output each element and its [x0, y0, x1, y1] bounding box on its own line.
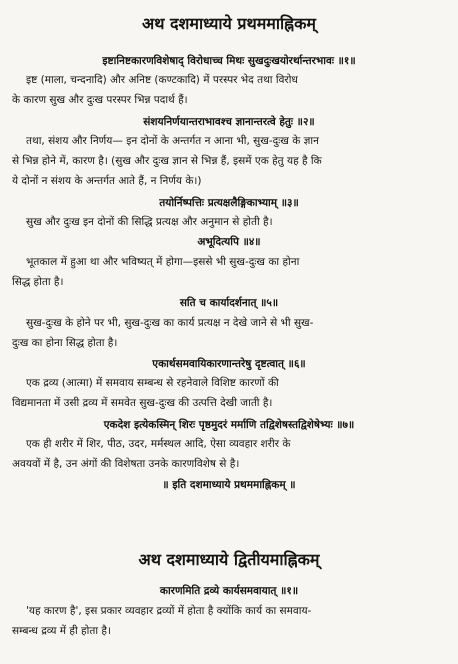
commentary-5-line-1: सुख-दुःख के होने पर भी, सुख-दुःख का कार्य प्रत्यक्ष न देखे जाने से भी सुख- [26, 317, 314, 329]
sutra-2: संशयनिर्णयान्तराभावश्च ज्ञानान्तरत्वे हेतुः ॥२॥ [143, 116, 315, 128]
commentary-7-line-1: एक ही शरीर में शिर, पीठ, उदर, मर्मस्थल आदि, ऐसा व्यवहार शरीर के [26, 438, 291, 450]
commentary-6-line-2: विद्यमानता में उसी द्रव्य में समवेत सुख-दुःख की उत्पत्ति देखी जाती है। [12, 397, 273, 409]
commentary-2-line-1: तथा, संशय और निर्णय— इन दोनों के अन्तर्गत न आना भी, सुख-दुःख के ज्ञान [26, 135, 319, 147]
commentary-7-line-2: अवयवों में है, उन अंगों की विशेषता उनके कारणविशेष से है। [12, 458, 240, 470]
section-2-heading: अथ दशमाध्याये द्वितीयमाह्निकम् [138, 550, 320, 569]
commentary-6-line-1: एक द्रव्य (आत्मा) में समवाय सम्बन्ध से रहनेवाले विशिष्ट कारणों की [26, 377, 279, 389]
section-2-sutra-1: कारणमिति द्रव्ये कार्यसमवायात् ॥१॥ [159, 585, 299, 597]
section-1-heading: अथ दशमाध्याये प्रथममाह्निकम् [142, 14, 316, 33]
commentary-2-line-3: ये दोनों न संशय के अन्तर्गत आते हैं, न निर्णय के।) [12, 175, 202, 187]
sutra-5: सति च कार्यादर्शनात् ॥५॥ [179, 297, 279, 309]
commentary-2-line-2: से भिन्न होने में, कारण है। (सुख और दुःख ज्ञान से भिन्न हैं, इसमें एक हेतु यह है कि [12, 155, 322, 167]
sutra-6: एकार्थसमवायिकारणान्तरेषु दृष्टत्वात् ॥६॥ [152, 358, 306, 370]
commentary-3-line-1: सुख और दुःख इन दोनों की सिद्धि प्रत्यक्ष और अनुमान से होती है। [26, 216, 273, 228]
sutra-1: इष्टानिष्टकारणविशेषाद् विरोधाच्च मिथः सुखदुःखयोरर्थान्तरभावः ॥१॥ [102, 55, 356, 67]
commentary-1-line-2: के कारण सुख और दुःख परस्पर भिन्न पदार्थ हैं। [12, 94, 188, 106]
commentary-4-line-1: भूतकाल में हुआ था और भविष्यत् में होगा—इससे भी सुख-दुःख का होना [26, 256, 300, 268]
section-1-closing: ॥ इति दशमाध्याये प्रथममाह्निकम् ॥ [162, 479, 296, 491]
sutra-7: एकदेश इत्येकस्मिन् शिरः पृष्ठमुदरं मर्माणि तद्विशेषस्तद्विशेषेभ्यः ॥७॥ [103, 419, 355, 431]
commentary-1-line-1: इष्ट (माला, चन्दनादि) और अनिष्ट (कण्टकादि) में परस्पर भेद तथा विरोध [26, 74, 298, 86]
section-2-commentary-line-1: 'यह कारण है', इस प्रकार व्यवहार द्रव्यों में होता है क्योंकि कार्य का समवाय- [26, 605, 312, 617]
commentary-5-line-2: दुःख का होना सिद्ध होता है। [12, 337, 118, 349]
sutra-4: अभूदित्यपि ॥४॥ [197, 236, 261, 248]
commentary-4-line-2: सिद्ध होता है। [12, 276, 64, 288]
section-2-commentary-line-2: सम्बन्ध द्रव्य में ही होता है। [12, 625, 111, 637]
sutra-3: तयोर्निष्पत्तिः प्रत्यक्षलैङ्गिकाभ्याम् ॥३॥ [159, 197, 299, 209]
